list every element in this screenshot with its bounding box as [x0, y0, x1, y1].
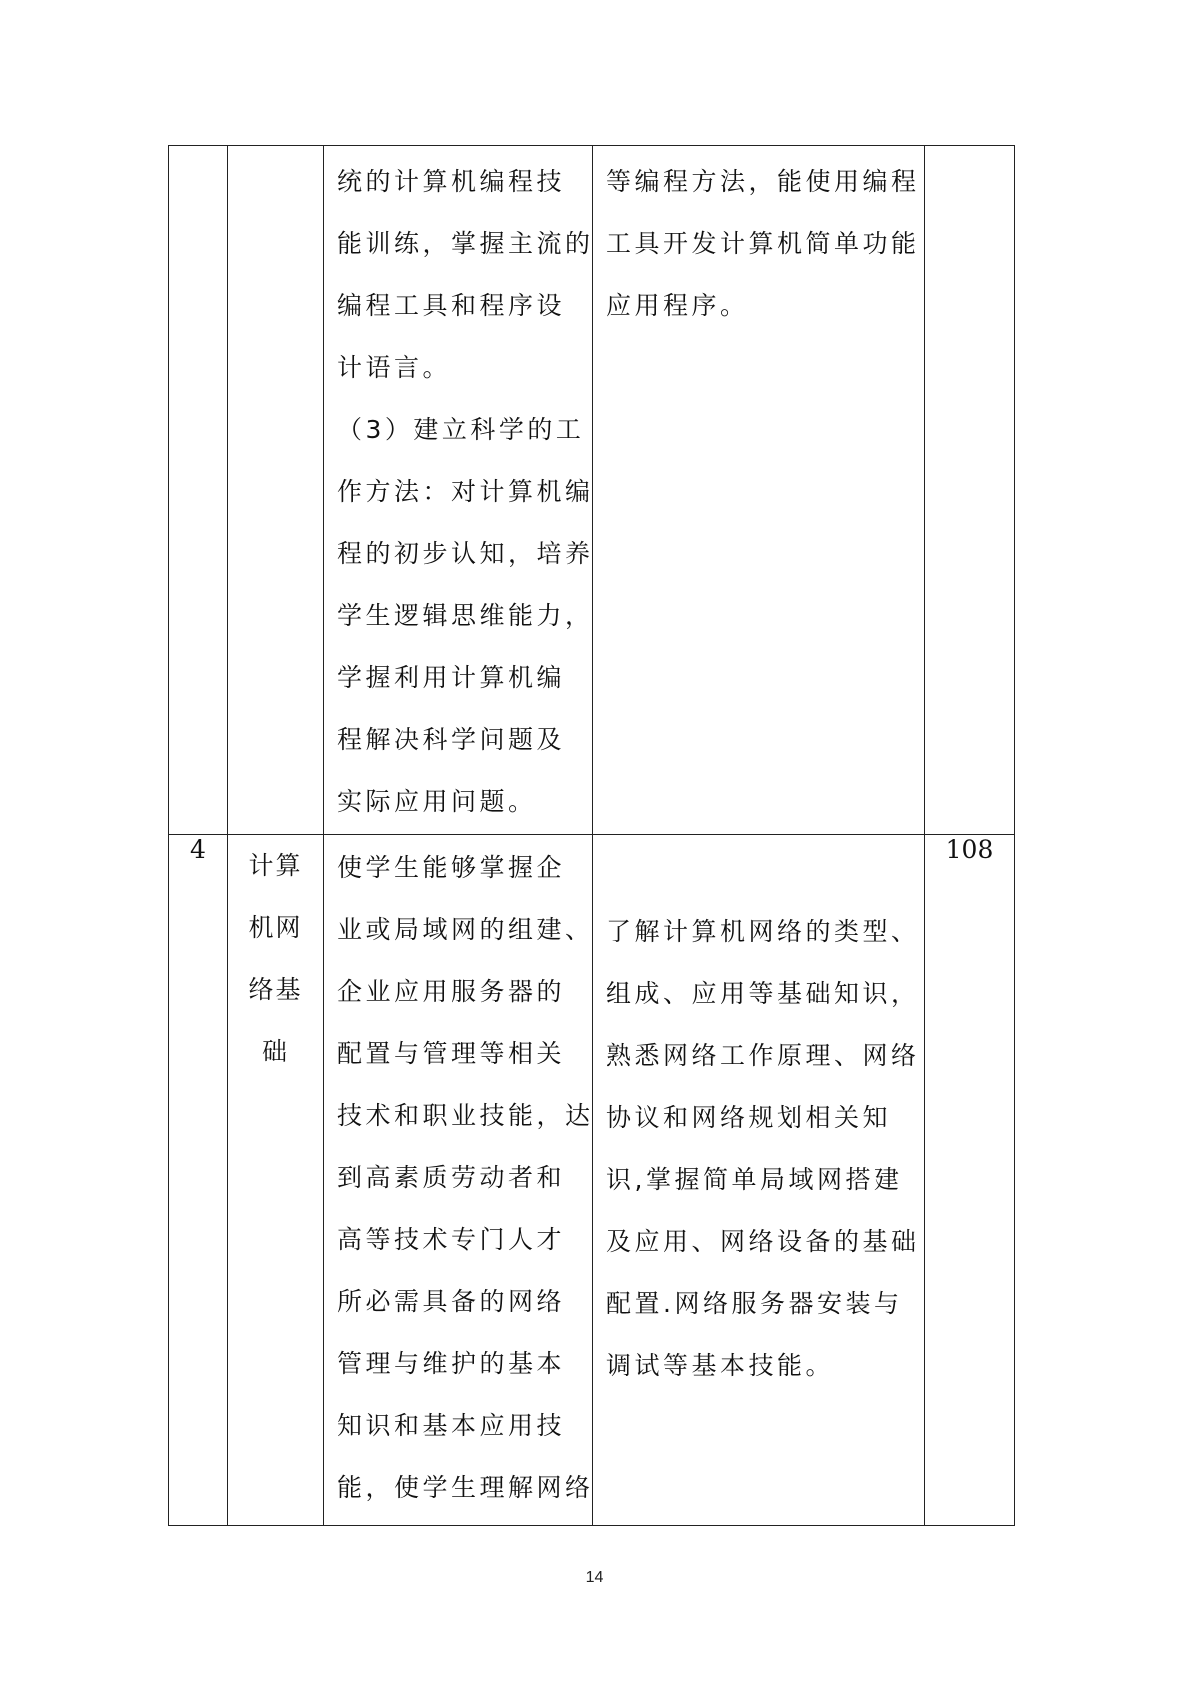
text-line: 应用程序。 — [606, 291, 749, 320]
course-name-cell — [228, 835, 324, 1526]
requirement-text — [593, 146, 924, 337]
text-line: 实际应用问题。 — [337, 787, 537, 816]
text-line: 所必需具备的网络 — [337, 1287, 566, 1316]
text-line: 学握利用计算机编 — [337, 663, 566, 692]
requirement-cell — [593, 835, 925, 1526]
text-line: 能训练，掌握主流的 — [337, 229, 594, 258]
number-cell — [169, 835, 228, 1526]
text-line: 能，使学生理解网络 — [337, 1473, 594, 1502]
row-number: 4 — [190, 835, 206, 864]
course-name — [228, 835, 323, 1083]
text-line: 管理与维护的基本 — [337, 1349, 566, 1378]
hours-cell — [925, 146, 1015, 835]
text-line: 程解决科学问题及 — [337, 725, 566, 754]
text-line: 学生逻辑思维能力， — [337, 601, 594, 630]
text-line: 使学生能够掌握企 — [337, 853, 566, 882]
objective-text — [324, 835, 592, 1519]
text-line: 机网 — [248, 913, 303, 942]
text-line: 配置与管理等相关 — [337, 1039, 566, 1068]
text-line: 高等技术专门人才 — [337, 1225, 566, 1254]
objective-text — [324, 146, 592, 833]
text-line: 了解计算机网络的类型、 — [606, 917, 920, 946]
hours-value: 108 — [945, 835, 994, 864]
requirement-text — [593, 835, 924, 1397]
text-line: 统的计算机编程技 — [337, 167, 566, 196]
text-line: 企业应用服务器的 — [337, 977, 566, 1006]
text-line: 等编程方法，能使用编程 — [606, 167, 920, 196]
requirement-cell — [593, 146, 925, 835]
table-row-continued — [169, 146, 1015, 835]
text-line: 知识和基本应用技 — [337, 1411, 566, 1440]
text-line: 程的初步认知，培养 — [337, 539, 594, 568]
course-name-cell — [228, 146, 324, 835]
text-line: 到高素质劳动者和 — [337, 1163, 566, 1192]
text-line: 熟悉网络工作原理、网络 — [606, 1041, 920, 1070]
number-cell — [169, 146, 228, 835]
text-line: 技术和职业技能，达 — [337, 1101, 594, 1130]
text-line: 编程工具和程序设 — [337, 291, 566, 320]
text-line: 计算 — [248, 851, 303, 880]
page-number: 14 — [585, 1569, 604, 1586]
objective-cell — [324, 835, 593, 1526]
objective-cell — [324, 146, 593, 835]
text-line: 业或局域网的组建、 — [337, 915, 594, 944]
text-line: 识,掌握简单局域网搭建 — [606, 1165, 903, 1194]
text-line: 作方法：对计算机编 — [337, 477, 594, 506]
text-line: 络基 — [248, 975, 303, 1004]
text-line: 计语言。 — [337, 353, 452, 382]
table-row-4 — [169, 835, 1015, 1526]
text-line: 础 — [261, 1037, 289, 1066]
text-line: 及应用、网络设备的基础 — [606, 1227, 920, 1256]
text-line: 协议和网络规划相关知 — [606, 1103, 892, 1132]
text-line: 工具开发计算机简单功能 — [606, 229, 920, 258]
text-line: 配置.网络服务器安装与 — [606, 1289, 903, 1318]
text-line: 组成、应用等基础知识， — [606, 979, 920, 1008]
hours-cell — [925, 835, 1015, 1526]
text-line: 调试等基本技能。 — [606, 1351, 835, 1380]
text-line: （3）建立科学的工 — [337, 415, 585, 444]
curriculum-table — [168, 145, 1015, 1526]
